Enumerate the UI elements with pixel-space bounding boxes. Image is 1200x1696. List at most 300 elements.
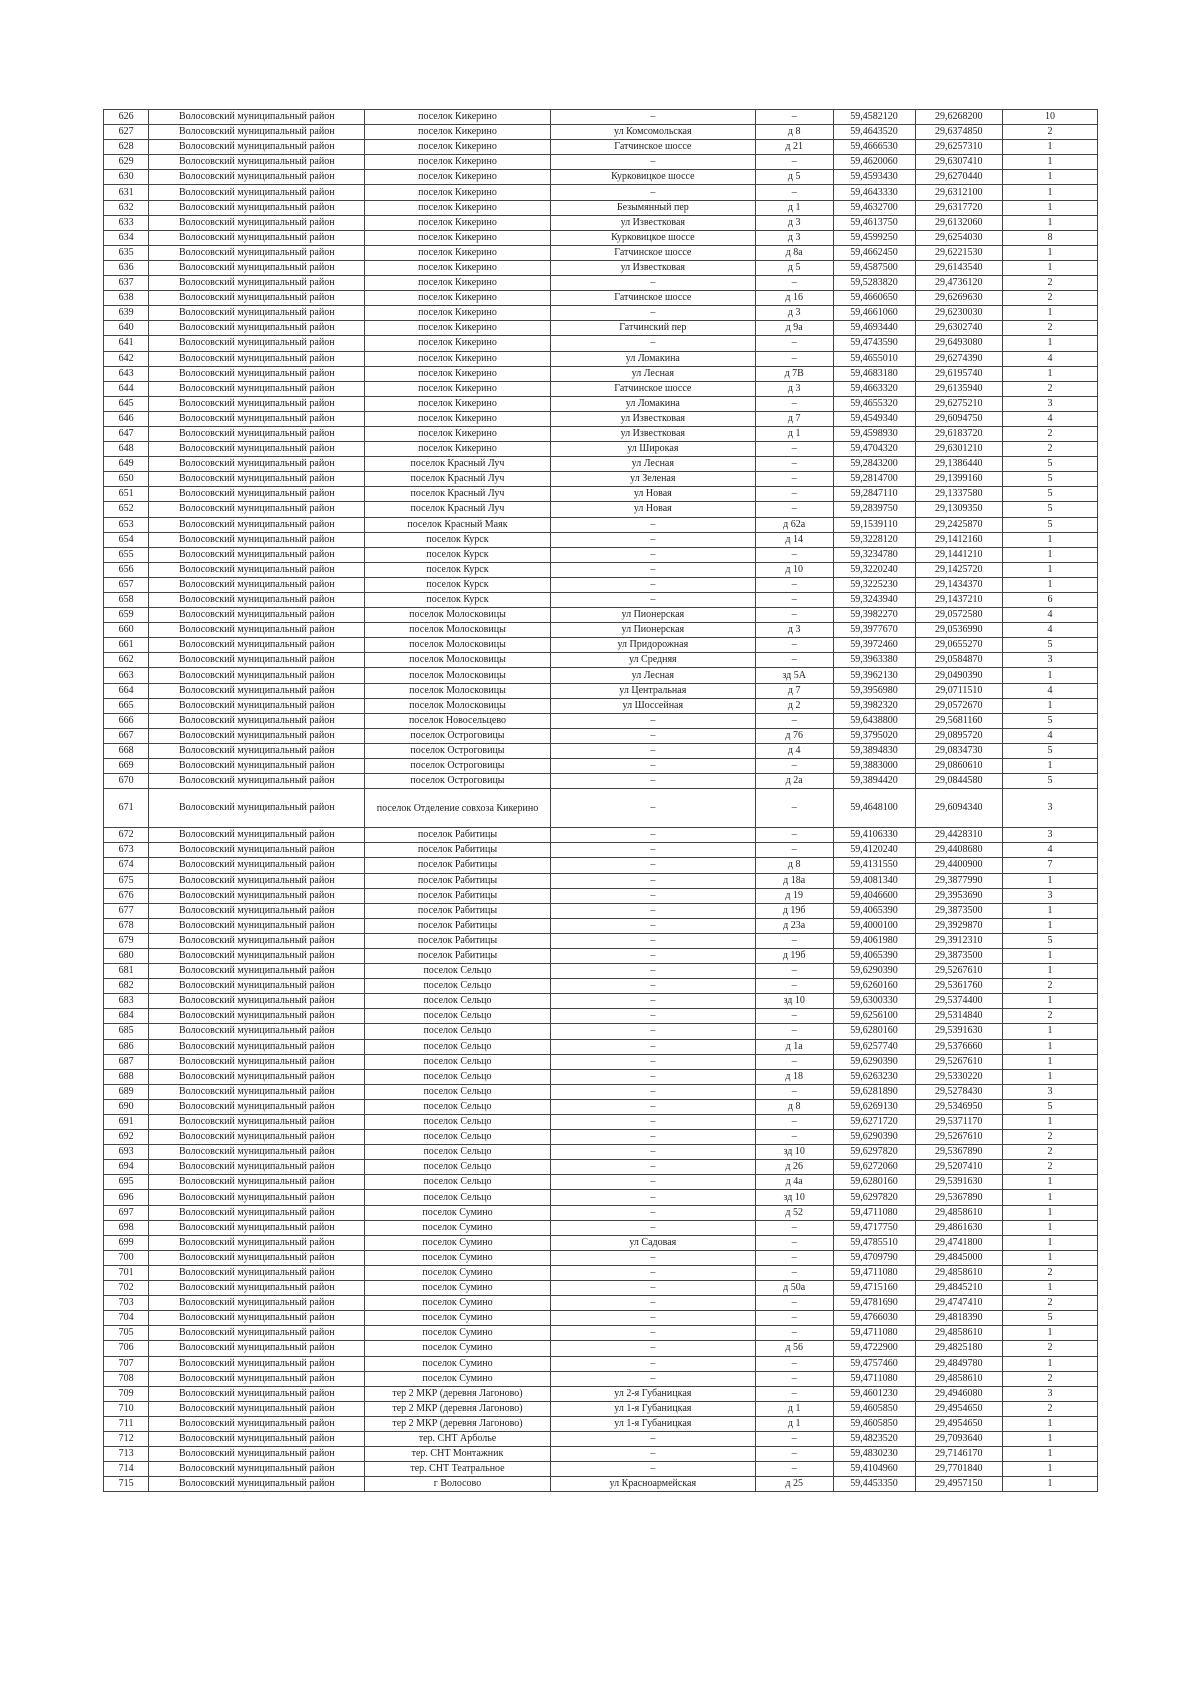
street-cell: –: [550, 1084, 755, 1099]
latitude-cell: 59,4601230: [833, 1386, 915, 1401]
row-number: 693: [104, 1145, 149, 1160]
latitude-cell: 59,4106330: [833, 828, 915, 843]
latitude-cell: 59,2843200: [833, 457, 915, 472]
settlement-cell: поселок Сельцо: [365, 994, 551, 1009]
table-body: [104, 110, 1098, 1492]
longitude-cell: 29,6268200: [915, 110, 1002, 125]
row-number: 674: [104, 858, 149, 873]
table-row: [104, 1431, 1098, 1446]
count-cell: 5: [1002, 1311, 1097, 1326]
row-number: 710: [104, 1401, 149, 1416]
house-cell: –: [755, 276, 833, 291]
street-cell: ул Новая: [550, 487, 755, 502]
house-cell: д 18а: [755, 873, 833, 888]
longitude-cell: 29,5207410: [915, 1160, 1002, 1175]
settlement-cell: поселок Рабитицы: [365, 948, 551, 963]
count-cell: 5: [1002, 933, 1097, 948]
latitude-cell: 59,6280160: [833, 1024, 915, 1039]
district-cell: Волосовский муниципальный район: [149, 547, 365, 562]
latitude-cell: 59,4613750: [833, 215, 915, 230]
row-number: 714: [104, 1462, 149, 1477]
latitude-cell: 59,3228120: [833, 532, 915, 547]
street-cell: Безымянный пер: [550, 200, 755, 215]
count-cell: 5: [1002, 713, 1097, 728]
street-cell: –: [550, 1039, 755, 1054]
count-cell: 2: [1002, 1160, 1097, 1175]
count-cell: 6: [1002, 593, 1097, 608]
street-cell: ул Красноармейская: [550, 1477, 755, 1492]
latitude-cell: 59,4632700: [833, 200, 915, 215]
table-row: [104, 1371, 1098, 1386]
row-number: 655: [104, 547, 149, 562]
longitude-cell: 29,4858610: [915, 1265, 1002, 1280]
count-cell: 1: [1002, 215, 1097, 230]
street-cell: ул Лесная: [550, 457, 755, 472]
count-cell: 1: [1002, 140, 1097, 155]
latitude-cell: 59,4711080: [833, 1265, 915, 1280]
district-cell: Волосовский муниципальный район: [149, 828, 365, 843]
count-cell: 1: [1002, 903, 1097, 918]
row-number: 640: [104, 321, 149, 336]
count-cell: 4: [1002, 608, 1097, 623]
settlement-cell: поселок Сумино: [365, 1220, 551, 1235]
count-cell: 1: [1002, 1190, 1097, 1205]
longitude-cell: 29,4954650: [915, 1401, 1002, 1416]
longitude-cell: 29,0895720: [915, 728, 1002, 743]
house-cell: –: [755, 843, 833, 858]
row-number: 686: [104, 1039, 149, 1054]
count-cell: 5: [1002, 1099, 1097, 1114]
longitude-cell: 29,6221530: [915, 245, 1002, 260]
longitude-cell: 29,6254030: [915, 230, 1002, 245]
longitude-cell: 29,3929870: [915, 918, 1002, 933]
row-number: 672: [104, 828, 149, 843]
latitude-cell: 59,4643330: [833, 185, 915, 200]
house-cell: д 3: [755, 230, 833, 245]
longitude-cell: 29,1386440: [915, 457, 1002, 472]
street-cell: Гатчинское шоссе: [550, 381, 755, 396]
house-cell: д 1: [755, 1401, 833, 1416]
street-cell: –: [550, 774, 755, 789]
house-cell: –: [755, 933, 833, 948]
longitude-cell: 29,4736120: [915, 276, 1002, 291]
table-row: [104, 1115, 1098, 1130]
count-cell: 1: [1002, 200, 1097, 215]
table-row: [104, 321, 1098, 336]
count-cell: 1: [1002, 948, 1097, 963]
row-number: 685: [104, 1024, 149, 1039]
street-cell: –: [550, 1145, 755, 1160]
settlement-cell: поселок Сумино: [365, 1265, 551, 1280]
latitude-cell: 59,3795020: [833, 728, 915, 743]
street-cell: –: [550, 306, 755, 321]
district-cell: Волосовский муниципальный район: [149, 1311, 365, 1326]
latitude-cell: 59,4643520: [833, 125, 915, 140]
street-cell: –: [550, 276, 755, 291]
street-cell: –: [550, 918, 755, 933]
settlement-cell: поселок Кикерино: [365, 140, 551, 155]
street-cell: –: [550, 964, 755, 979]
count-cell: 2: [1002, 979, 1097, 994]
latitude-cell: 59,4823520: [833, 1431, 915, 1446]
district-cell: Волосовский муниципальный район: [149, 185, 365, 200]
settlement-cell: поселок Рабитицы: [365, 828, 551, 843]
table-row: [104, 1205, 1098, 1220]
district-cell: Волосовский муниципальный район: [149, 948, 365, 963]
street-cell: –: [550, 873, 755, 888]
street-cell: Курковицкое шоссе: [550, 230, 755, 245]
table-row: [104, 472, 1098, 487]
count-cell: 2: [1002, 1130, 1097, 1145]
row-number: 663: [104, 668, 149, 683]
count-cell: 5: [1002, 457, 1097, 472]
district-cell: Волосовский муниципальный район: [149, 1115, 365, 1130]
house-cell: зд 5А: [755, 668, 833, 683]
table-row: [104, 215, 1098, 230]
table-row: [104, 396, 1098, 411]
district-cell: Волосовский муниципальный район: [149, 1175, 365, 1190]
count-cell: 1: [1002, 1054, 1097, 1069]
district-cell: Волосовский муниципальный район: [149, 1084, 365, 1099]
district-cell: Волосовский муниципальный район: [149, 1145, 365, 1160]
count-cell: 1: [1002, 1281, 1097, 1296]
district-cell: Волосовский муниципальный район: [149, 668, 365, 683]
house-cell: –: [755, 1386, 833, 1401]
house-cell: –: [755, 1220, 833, 1235]
street-cell: –: [550, 1431, 755, 1446]
latitude-cell: 59,3982320: [833, 698, 915, 713]
district-cell: Волосовский муниципальный район: [149, 608, 365, 623]
row-number: 691: [104, 1115, 149, 1130]
house-cell: д 1а: [755, 1039, 833, 1054]
street-cell: ул Садовая: [550, 1235, 755, 1250]
row-number: 703: [104, 1296, 149, 1311]
latitude-cell: 59,6300330: [833, 994, 915, 1009]
house-cell: –: [755, 1356, 833, 1371]
district-cell: Волосовский муниципальный район: [149, 918, 365, 933]
district-cell: Волосовский муниципальный район: [149, 1416, 365, 1431]
house-cell: д 62а: [755, 517, 833, 532]
latitude-cell: 59,6280160: [833, 1175, 915, 1190]
street-cell: ул Лесная: [550, 366, 755, 381]
district-cell: Волосовский муниципальный район: [149, 1069, 365, 1084]
table-row: [104, 426, 1098, 441]
house-cell: –: [755, 1311, 833, 1326]
settlement-cell: поселок Остроговицы: [365, 774, 551, 789]
count-cell: 1: [1002, 155, 1097, 170]
table-row: [104, 638, 1098, 653]
longitude-cell: 29,4954650: [915, 1416, 1002, 1431]
street-cell: ул Зеленая: [550, 472, 755, 487]
longitude-cell: 29,0536990: [915, 623, 1002, 638]
latitude-cell: 59,5283820: [833, 276, 915, 291]
table-row: [104, 155, 1098, 170]
district-cell: Волосовский муниципальный район: [149, 366, 365, 381]
street-cell: –: [550, 888, 755, 903]
district-cell: Волосовский муниципальный район: [149, 728, 365, 743]
district-cell: Волосовский муниципальный район: [149, 1205, 365, 1220]
latitude-cell: 59,6269130: [833, 1099, 915, 1114]
count-cell: 1: [1002, 260, 1097, 275]
street-cell: –: [550, 828, 755, 843]
settlement-cell: поселок Кикерино: [365, 185, 551, 200]
table-row: [104, 1447, 1098, 1462]
row-number: 649: [104, 457, 149, 472]
longitude-cell: 29,5314840: [915, 1009, 1002, 1024]
row-number: 681: [104, 964, 149, 979]
row-number: 683: [104, 994, 149, 1009]
district-cell: Волосовский муниципальный район: [149, 487, 365, 502]
district-cell: Волосовский муниципальный район: [149, 873, 365, 888]
district-cell: Волосовский муниципальный район: [149, 933, 365, 948]
longitude-cell: 29,1399160: [915, 472, 1002, 487]
district-cell: Волосовский муниципальный район: [149, 994, 365, 1009]
street-cell: Курковицкое шоссе: [550, 170, 755, 185]
latitude-cell: 59,4605850: [833, 1416, 915, 1431]
district-cell: Волосовский муниципальный район: [149, 215, 365, 230]
longitude-cell: 29,6230030: [915, 306, 1002, 321]
latitude-cell: 59,4061980: [833, 933, 915, 948]
house-cell: –: [755, 638, 833, 653]
row-number: 715: [104, 1477, 149, 1492]
settlement-cell: поселок Сельцо: [365, 1160, 551, 1175]
latitude-cell: 59,3234780: [833, 547, 915, 562]
district-cell: Волосовский муниципальный район: [149, 1477, 365, 1492]
house-cell: –: [755, 1054, 833, 1069]
longitude-cell: 29,4858610: [915, 1326, 1002, 1341]
house-cell: д 14: [755, 532, 833, 547]
street-cell: –: [550, 728, 755, 743]
count-cell: 1: [1002, 759, 1097, 774]
latitude-cell: 59,4582120: [833, 110, 915, 125]
street-cell: –: [550, 1326, 755, 1341]
table-row: [104, 933, 1098, 948]
table-row: [104, 125, 1098, 140]
house-cell: –: [755, 608, 833, 623]
longitude-cell: 29,0490390: [915, 668, 1002, 683]
house-cell: зд 10: [755, 994, 833, 1009]
street-cell: –: [550, 1175, 755, 1190]
house-cell: –: [755, 442, 833, 457]
row-number: 659: [104, 608, 149, 623]
settlement-cell: поселок Кикерино: [365, 170, 551, 185]
table-row: [104, 487, 1098, 502]
count-cell: 1: [1002, 1250, 1097, 1265]
settlement-cell: поселок Сельцо: [365, 1069, 551, 1084]
longitude-cell: 29,1309350: [915, 502, 1002, 517]
street-cell: ул Пионерская: [550, 623, 755, 638]
table-row: [104, 1265, 1098, 1280]
count-cell: 1: [1002, 994, 1097, 1009]
latitude-cell: 59,4766030: [833, 1311, 915, 1326]
count-cell: 7: [1002, 858, 1097, 873]
row-number: 656: [104, 562, 149, 577]
row-number: 684: [104, 1009, 149, 1024]
house-cell: д 19б: [755, 948, 833, 963]
latitude-cell: 59,2847110: [833, 487, 915, 502]
house-cell: –: [755, 547, 833, 562]
row-number: 673: [104, 843, 149, 858]
longitude-cell: 29,5330220: [915, 1069, 1002, 1084]
latitude-cell: 59,4620060: [833, 155, 915, 170]
table-row: [104, 200, 1098, 215]
house-cell: д 1: [755, 1416, 833, 1431]
count-cell: 1: [1002, 668, 1097, 683]
settlement-cell: поселок Курск: [365, 562, 551, 577]
row-number: 700: [104, 1250, 149, 1265]
row-number: 680: [104, 948, 149, 963]
row-number: 702: [104, 1281, 149, 1296]
settlement-cell: поселок Сумино: [365, 1250, 551, 1265]
count-cell: 5: [1002, 638, 1097, 653]
count-cell: 2: [1002, 1371, 1097, 1386]
house-cell: д 3: [755, 306, 833, 321]
row-number: 626: [104, 110, 149, 125]
settlement-cell: тер 2 МКР (деревня Лагоново): [365, 1401, 551, 1416]
latitude-cell: 59,4662450: [833, 245, 915, 260]
district-cell: Волосовский муниципальный район: [149, 1431, 365, 1446]
table-row: [104, 608, 1098, 623]
longitude-cell: 29,4858610: [915, 1205, 1002, 1220]
count-cell: 1: [1002, 1235, 1097, 1250]
table-row: [104, 1099, 1098, 1114]
house-cell: д 8: [755, 1099, 833, 1114]
latitude-cell: 59,4598930: [833, 426, 915, 441]
row-number: 654: [104, 532, 149, 547]
settlement-cell: поселок Кикерино: [365, 245, 551, 260]
latitude-cell: 59,4717750: [833, 1220, 915, 1235]
count-cell: 2: [1002, 1296, 1097, 1311]
table-row: [104, 1311, 1098, 1326]
settlement-cell: поселок Курск: [365, 593, 551, 608]
row-number: 688: [104, 1069, 149, 1084]
settlement-cell: поселок Кикерино: [365, 381, 551, 396]
latitude-cell: 59,6290390: [833, 964, 915, 979]
house-cell: –: [755, 653, 833, 668]
district-cell: Волосовский муниципальный район: [149, 1220, 365, 1235]
longitude-cell: 29,4428310: [915, 828, 1002, 843]
longitude-cell: 29,4858610: [915, 1371, 1002, 1386]
district-cell: Волосовский муниципальный район: [149, 1130, 365, 1145]
longitude-cell: 29,4408680: [915, 843, 1002, 858]
table-row: [104, 828, 1098, 843]
settlement-cell: поселок Кикерино: [365, 366, 551, 381]
latitude-cell: 59,4704320: [833, 442, 915, 457]
longitude-cell: 29,4845000: [915, 1250, 1002, 1265]
table-row: [104, 873, 1098, 888]
table-row: [104, 713, 1098, 728]
count-cell: 2: [1002, 1341, 1097, 1356]
latitude-cell: 59,4785510: [833, 1235, 915, 1250]
row-number: 644: [104, 381, 149, 396]
row-number: 638: [104, 291, 149, 306]
latitude-cell: 59,4683180: [833, 366, 915, 381]
street-cell: –: [550, 155, 755, 170]
row-number: 694: [104, 1160, 149, 1175]
table-row: [104, 547, 1098, 562]
longitude-cell: 29,5367890: [915, 1145, 1002, 1160]
district-cell: Волосовский муниципальный район: [149, 562, 365, 577]
count-cell: 1: [1002, 1462, 1097, 1477]
settlement-cell: поселок Молосковицы: [365, 698, 551, 713]
settlement-cell: тер. СНТ Арболье: [365, 1431, 551, 1446]
latitude-cell: 59,3962130: [833, 668, 915, 683]
longitude-cell: 29,5374400: [915, 994, 1002, 1009]
settlement-cell: поселок Рабитицы: [365, 888, 551, 903]
street-cell: Гатчинское шоссе: [550, 140, 755, 155]
longitude-cell: 29,2425870: [915, 517, 1002, 532]
district-cell: Волосовский муниципальный район: [149, 532, 365, 547]
table-row: [104, 140, 1098, 155]
longitude-cell: 29,0860610: [915, 759, 1002, 774]
table-row: [104, 1054, 1098, 1069]
district-cell: Волосовский муниципальный район: [149, 888, 365, 903]
settlement-cell: поселок Сумино: [365, 1281, 551, 1296]
street-cell: ул Известковая: [550, 215, 755, 230]
settlement-cell: поселок Сумино: [365, 1311, 551, 1326]
row-number: 639: [104, 306, 149, 321]
row-number: 697: [104, 1205, 149, 1220]
count-cell: 1: [1002, 532, 1097, 547]
table-row: [104, 948, 1098, 963]
house-cell: д 7: [755, 411, 833, 426]
row-number: 662: [104, 653, 149, 668]
row-number: 699: [104, 1235, 149, 1250]
row-number: 677: [104, 903, 149, 918]
street-cell: –: [550, 1281, 755, 1296]
row-number: 690: [104, 1099, 149, 1114]
latitude-cell: 59,4781690: [833, 1296, 915, 1311]
table-row: [104, 994, 1098, 1009]
house-cell: –: [755, 110, 833, 125]
row-number: 650: [104, 472, 149, 487]
district-cell: Волосовский муниципальный район: [149, 1265, 365, 1280]
longitude-cell: 29,6317720: [915, 200, 1002, 215]
latitude-cell: 59,4693440: [833, 321, 915, 336]
row-number: 645: [104, 396, 149, 411]
row-number: 712: [104, 1431, 149, 1446]
row-number: 665: [104, 698, 149, 713]
count-cell: 1: [1002, 1205, 1097, 1220]
longitude-cell: 29,5267610: [915, 1130, 1002, 1145]
table-row: [104, 1039, 1098, 1054]
table-row: [104, 774, 1098, 789]
house-cell: д 16: [755, 291, 833, 306]
house-cell: д 2: [755, 698, 833, 713]
street-cell: –: [550, 110, 755, 125]
latitude-cell: 59,4661060: [833, 306, 915, 321]
district-cell: Волосовский муниципальный район: [149, 291, 365, 306]
settlement-cell: поселок Новосельцево: [365, 713, 551, 728]
table-row: [104, 1235, 1098, 1250]
district-cell: Волосовский муниципальный район: [149, 979, 365, 994]
longitude-cell: 29,0834730: [915, 743, 1002, 758]
row-number: 676: [104, 888, 149, 903]
longitude-cell: 29,7701840: [915, 1462, 1002, 1477]
district-cell: Волосовский муниципальный район: [149, 1326, 365, 1341]
longitude-cell: 29,5367890: [915, 1190, 1002, 1205]
street-cell: –: [550, 843, 755, 858]
settlement-cell: поселок Кикерино: [365, 276, 551, 291]
latitude-cell: 59,4655320: [833, 396, 915, 411]
district-cell: Волосовский муниципальный район: [149, 683, 365, 698]
district-cell: Волосовский муниципальный район: [149, 743, 365, 758]
settlement-cell: поселок Молосковицы: [365, 653, 551, 668]
row-number: 661: [104, 638, 149, 653]
row-number: 641: [104, 336, 149, 351]
longitude-cell: 29,3877990: [915, 873, 1002, 888]
table-row: [104, 1477, 1098, 1492]
